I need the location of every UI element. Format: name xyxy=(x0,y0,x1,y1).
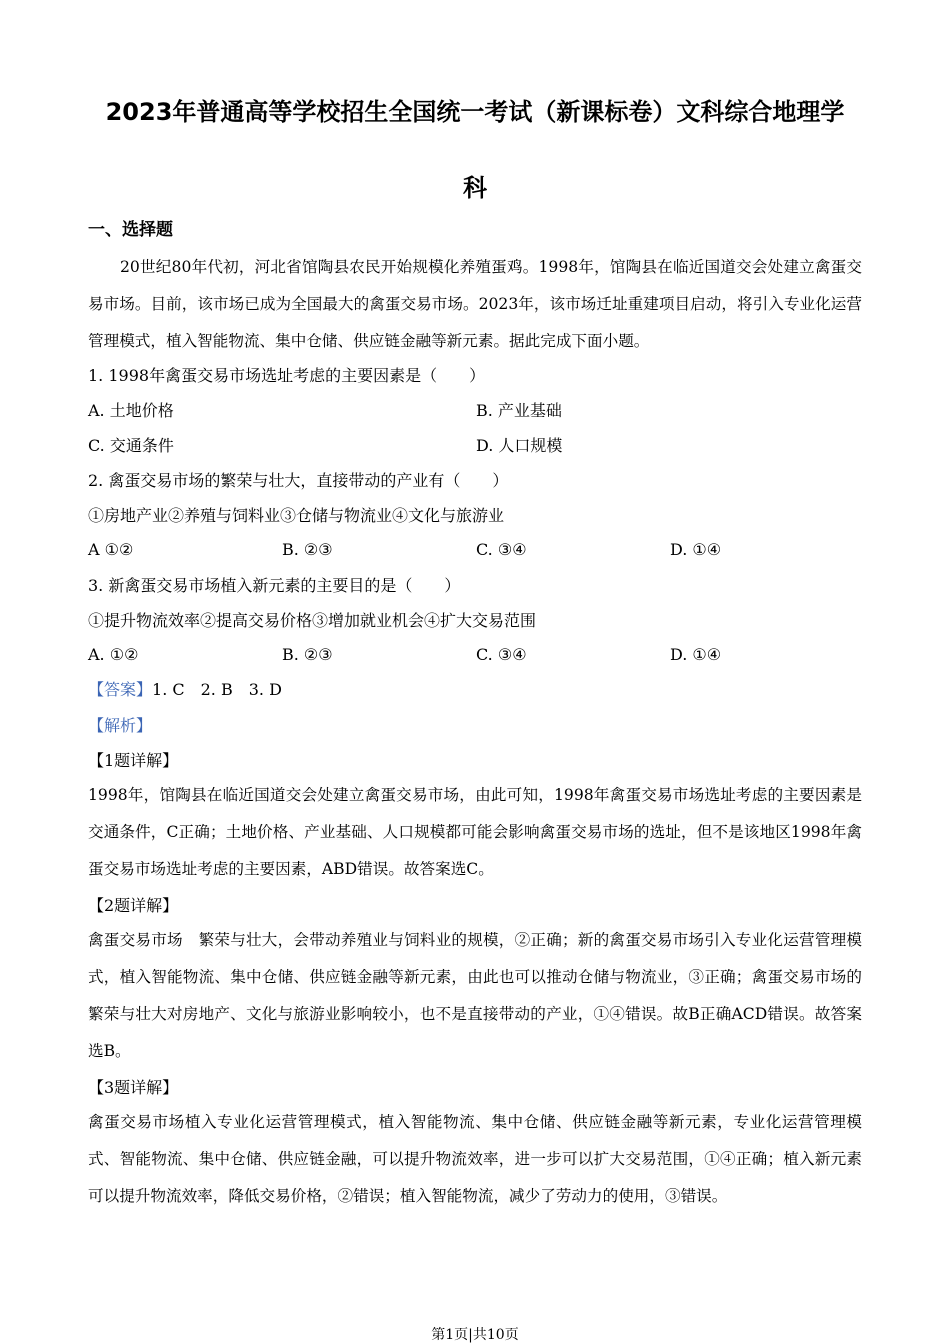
q2-option-c: C. ③④ xyxy=(476,540,527,559)
question-1: 1. 1998年禽蛋交易市场选址考虑的主要因素是（ ） xyxy=(88,366,486,385)
q3-option-c: C. ③④ xyxy=(476,645,527,664)
q3-option-b: B. ②③ xyxy=(282,645,333,664)
detail-1-label: 【1题详解】 xyxy=(88,751,179,770)
detail-1-text: 1998年，馆陶县在临近国道交会处建立禽蛋交易市场，由此可知，1998年禽蛋交易市场选址考虑的主要因素是交通条件，C正确；土地价格、产业基础、人口规模都可能会影响禽蛋交易市场的选址，但不是该地区1998年禽蛋交易市场选址考虑的主要因素，ABD错误。故答案选C。 xyxy=(88,786,862,878)
q2-option-b: B. ②③ xyxy=(282,540,333,559)
detail-3-text: 禽蛋交易市场植入专业化运营管理模式，植入智能物流、集中仓储、供应链金融等新元素，专业化运营管理模式、智能物流、集中仓储、供应链金融，可以提升物流效率，进一步可以扩大交易范围，①④正确；植入新元素可以提升物流效率，降低交易价格，②错误；植入智能物流，减少了劳动力的使用，③错误。 xyxy=(88,1113,862,1205)
q2-option-a: A ①② xyxy=(88,540,134,559)
document-title-line2: 科 xyxy=(463,174,487,202)
intro-paragraph: 20世纪80年代初，河北省馆陶县农民开始规模化养殖蛋鸡。1998年，馆陶县在临近国道交会处建立禽蛋交易市场。目前，该市场已成为全国最大的禽蛋交易市场。2023年，该市场迁址重建项目启动，将引入专业化运营管理模式，植入智能物流、集中仓储、供应链金融等新元素。据此完成下面小题。 xyxy=(88,258,862,350)
section-heading: 一、选择题 xyxy=(88,220,173,240)
detail-3-label: 【3题详解】 xyxy=(88,1078,179,1097)
q1-option-a: A. 土地价格 xyxy=(88,401,174,420)
answer-line xyxy=(88,680,282,700)
q1-option-c: C. 交通条件 xyxy=(88,436,174,455)
q3-option-d: D. ①④ xyxy=(670,645,722,664)
q3-items: ①提升物流效率②提高交易价格③增加就业机会④扩大交易范围 xyxy=(88,611,537,630)
q2-items: ①房地产业②养殖与饲料业③仓储与物流业④文化与旅游业 xyxy=(88,506,505,525)
question-3: 3. 新禽蛋交易市场植入新元素的主要目的是（ ） xyxy=(88,576,461,595)
page-footer: 第1页|共10页 xyxy=(431,1327,519,1343)
q3-option-a: A. ①② xyxy=(88,645,139,664)
analysis-label: 【解析】 xyxy=(88,716,153,735)
q1-option-b: B. 产业基础 xyxy=(476,401,562,420)
q2-option-d: D. ①④ xyxy=(670,540,722,559)
detail-2-label: 【2题详解】 xyxy=(88,896,179,915)
question-2: 2. 禽蛋交易市场的繁荣与壮大，直接带动的产业有（ ） xyxy=(88,471,509,490)
answer-text: 1. C 2. B 3. D xyxy=(152,680,282,699)
q1-option-d: D. 人口规模 xyxy=(476,436,563,455)
answer-label: 【答案】 xyxy=(88,680,153,699)
document-title-line1: 2023年普通高等学校招生全国统一考试（新课标卷）文科综合地理学 xyxy=(105,98,845,126)
detail-2-text: 禽蛋交易市场 繁荣与壮大，会带动养殖业与饲料业的规模，②正确；新的禽蛋交易市场引入专业化运营管理模式，植入智能物流、集中仓储、供应链金融等新元素，由此也可以推动仓储与物流业，③正确；禽蛋交易市场的繁荣与壮大对房地产、文化与旅游业影响较小，也不是直接带动的产业，①④错误。故B正确ACD错误。故答案选B。 xyxy=(88,931,862,1060)
